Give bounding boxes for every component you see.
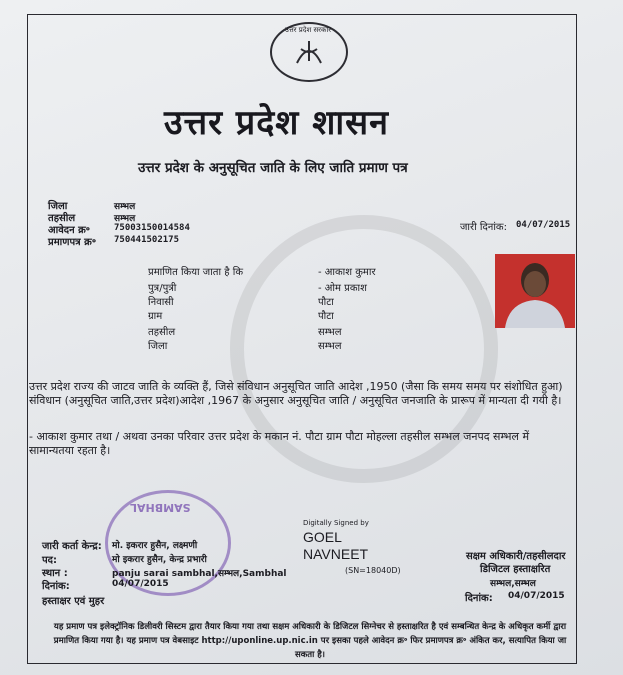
village-value: पौटा <box>318 311 334 322</box>
issue-date-label: जारी दिनांक: <box>460 222 507 233</box>
detail-district-label: जिला <box>148 341 168 352</box>
detail-tehsil-label: तहसील <box>148 327 176 338</box>
digitally-signed-label: डिजिटल हस्ताक्षरित <box>480 564 551 575</box>
issuer-date-label: दिनांक: <box>42 581 70 592</box>
certified-label: प्रमाणित किया जाता है कि <box>148 267 244 278</box>
relation-label: पुत्र/पुत्री <box>148 283 177 294</box>
issue-date-value: 04/07/2015 <box>516 220 571 230</box>
application-number: 75003150014584 <box>114 223 190 233</box>
emblem-caption: उत्तर प्रदेश सरकार <box>285 26 332 34</box>
residence-paragraph: - आकाश कुमार तथा / अथवा उनका परिवार उत्तर प्रदेश के मकान नं. पौटा ग्राम पौटा मोहल्ला तहसील सम्भल जनपद सम्भल में सामान्यतया रहता है। <box>29 430 530 457</box>
detail-tehsil-value: सम्भल <box>318 327 342 338</box>
signature-seal-label: हस्ताक्षर एवं मुहर <box>42 596 105 607</box>
place-label: स्थान : <box>42 568 68 579</box>
stamp-text: SAMBHAL <box>130 501 191 514</box>
district-label: जिला <box>48 201 68 212</box>
tehsil-value: सम्भल <box>114 214 136 224</box>
authority-date-value: 04/07/2015 <box>508 591 565 601</box>
holder-name: - आकाश कुमार <box>318 267 376 278</box>
resident-value: पौटा <box>318 297 334 308</box>
detail-district-value: सम्भल <box>318 341 342 352</box>
signer-name-line1: GOEL <box>303 529 342 545</box>
post-value: मो इकरार हुसैन, केन्द्र प्रभारी <box>112 555 207 565</box>
tehsil-label: तहसील <box>48 213 76 224</box>
village-label: ग्राम <box>148 311 163 322</box>
resident-label: निवासी <box>148 297 174 308</box>
district-value: सम्भल <box>114 202 136 212</box>
authority-date-label: दिनांक: <box>465 593 493 604</box>
place-value: panju sarai sambhal,सम्भल,Sambhal <box>112 569 287 579</box>
caste-paragraph: उत्तर प्रदेश राज्य की जाटव जाति के व्यक्ति हैं, जिसे संविधान अनुसूचित जाति आदेश ,1950 (जैसा कि समय समय पर संशोधित हुआ) संविधान (अनुसूचित जाति,उत्तर प्रदेश)आदेश ,1967 के अनुसार अनुसूचित जाति / अनुसूचित जनजाति के प्रारूप में मान्यता दी गयी है। <box>29 380 563 407</box>
holder-photo <box>495 254 575 328</box>
certificate-number-label: प्रमाणपत्र क्र॰ <box>48 237 97 248</box>
certificate-number: 750441502175 <box>114 235 180 245</box>
issuing-center-value: मो. इकरार हुसैन, लक्ष्मणी <box>112 541 198 551</box>
application-label: आवेदन क्र॰ <box>48 225 91 236</box>
father-name: - ओम प्रकाश <box>318 283 367 294</box>
verification-footer: यह प्रमाण पत्र इलेक्ट्रॉनिक डिलीवरी सिस्टम द्वारा तैयार किया गया तथा सक्षम अधिकारी के डिजिटल सिग्नेचर से हस्ताक्षरित है एवं सम्बन्धित केन्द्र के अधिकृत कर्मी द्वारा प्रमाणित किया गया है। यह प्रमाण पत्र वेबसाइट http://uponline.up.nic.in पर इसका पहले आवेदन क्र॰ फिर प्रमाणपत्र क्र॰ अंकित कर, सत्यापित किया जा सकता है। <box>53 622 567 660</box>
signer-name-line2: NAVNEET <box>303 546 369 562</box>
signer-serial: (SN=18040D) <box>345 566 401 575</box>
post-label: पद: <box>42 555 57 566</box>
issuer-date-value: 04/07/2015 <box>112 579 169 589</box>
certificate-subtitle: उत्तर प्रदेश के अनुसूचित जाति के लिए जाति प्रमाण पत्र <box>138 160 408 176</box>
authority-title: सक्षम अधिकारी/तहसीलदार <box>466 551 566 562</box>
issuing-center-label: जारी कर्ता केन्द्र: <box>42 541 102 552</box>
authority-place: सम्भल,सम्भल <box>490 579 536 589</box>
digital-sign-caption: Digitally Signed by <box>303 519 369 527</box>
page-title: उत्तर प्रदेश शासन <box>164 103 390 143</box>
